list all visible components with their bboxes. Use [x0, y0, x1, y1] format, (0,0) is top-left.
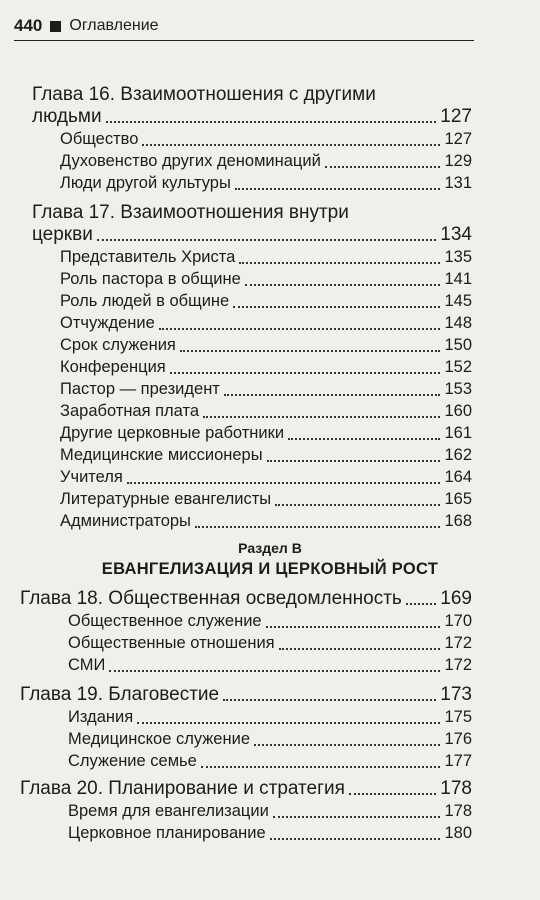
- toc-item: Медицинское служение 176: [68, 730, 472, 748]
- page-number: 440: [14, 16, 43, 35]
- chapter-18-entry: Глава 18. Общественная осведомленность 169: [20, 588, 472, 609]
- toc-item: Служение семье 177: [68, 752, 472, 770]
- chapter-16-title-line1: Глава 16. Взаимоотношения с другими: [32, 84, 376, 105]
- chapter-16-entry: людьми 127: [32, 106, 472, 127]
- toc-item: Учителя 164: [60, 468, 472, 486]
- toc-item: Роль людей в общине 145: [60, 292, 472, 310]
- toc-item: Заработная плата 160: [60, 402, 472, 420]
- chapter-17-title-line1: Глава 17. Взаимоотношения внутри: [32, 202, 349, 223]
- page-ref: 169: [440, 588, 472, 609]
- toc-item: Администраторы 168: [60, 512, 472, 530]
- page-ref: 134: [440, 224, 472, 245]
- running-title: Оглавление: [69, 17, 159, 34]
- toc-item: Люди другой культуры 131: [60, 174, 472, 192]
- toc-item: Пастор — президент 153: [60, 380, 472, 398]
- toc-item: Срок служения 150: [60, 336, 472, 354]
- toc-item: Время для евангелизации 178: [68, 802, 472, 820]
- square-bullet-icon: [50, 21, 61, 32]
- page-header: [14, 12, 474, 41]
- chapter-17-entry: церкви 134: [32, 224, 472, 245]
- page-ref: 173: [440, 684, 472, 705]
- toc-item: Издания 175: [68, 708, 472, 726]
- section-label: Раздел В: [238, 540, 302, 556]
- page-ref: 127: [440, 106, 472, 127]
- chapter-20-entry: Глава 20. Планирование и стратегия 178: [20, 778, 472, 799]
- page-ref: 178: [440, 778, 472, 799]
- toc-item: Отчуждение 148: [60, 314, 472, 332]
- toc-item: Другие церковные работники 161: [60, 424, 472, 442]
- toc-item: Медицинские миссионеры 162: [60, 446, 472, 464]
- chapter-19-entry: Глава 19. Благовестие 173: [20, 684, 472, 705]
- toc-item: Общественные отношения 172: [68, 634, 472, 652]
- toc-item: СМИ 172: [68, 656, 472, 674]
- toc-item: Литературные евангелисты 165: [60, 490, 472, 508]
- toc-item: Представитель Христа 135: [60, 248, 472, 266]
- toc-item: Конференция 152: [60, 358, 472, 376]
- toc-item: Роль пастора в общине 141: [60, 270, 472, 288]
- toc-item: Церковное планирование 180: [68, 824, 472, 842]
- section-title: ЕВАНГЕЛИЗАЦИЯ И ЦЕРКОВНЫЙ РОСТ: [101, 560, 439, 578]
- toc-item: Общественное служение 170: [68, 612, 472, 630]
- toc-item: Общество 127: [60, 130, 472, 148]
- toc-item: Духовенство других деноминаций 129: [60, 152, 472, 170]
- leader-dots: [106, 121, 437, 123]
